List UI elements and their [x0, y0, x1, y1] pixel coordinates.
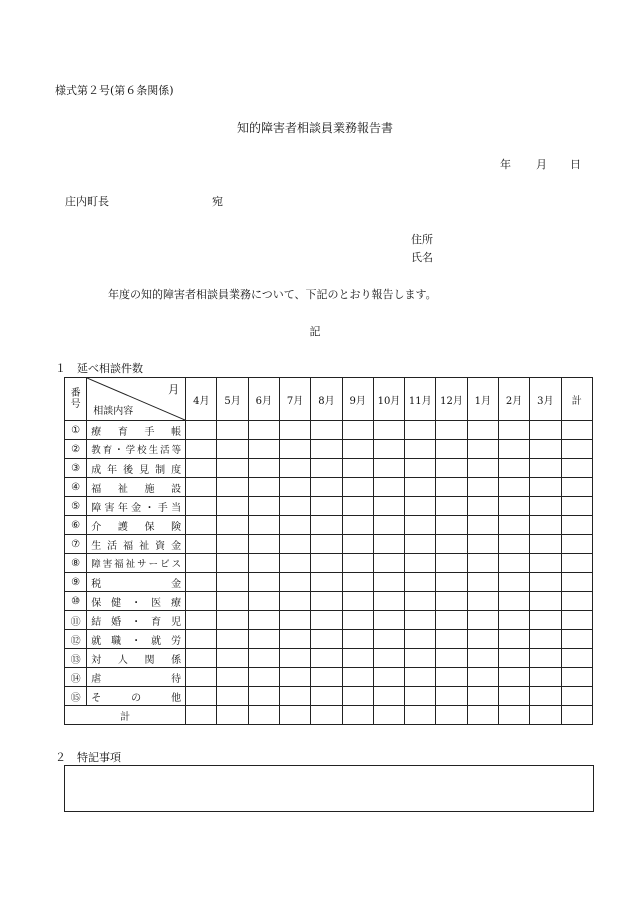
count-cell[interactable]	[311, 497, 342, 516]
total-cell[interactable]	[217, 706, 248, 725]
count-cell[interactable]	[186, 421, 217, 440]
count-cell[interactable]	[405, 668, 436, 687]
row-number: ⑥	[65, 516, 87, 535]
count-cell[interactable]	[217, 421, 248, 440]
total-cell[interactable]	[405, 706, 436, 725]
count-cell[interactable]	[279, 497, 310, 516]
count-cell[interactable]	[217, 497, 248, 516]
count-cell[interactable]	[248, 497, 279, 516]
count-cell[interactable]	[186, 668, 217, 687]
count-cell[interactable]	[311, 459, 342, 478]
count-cell[interactable]	[186, 440, 217, 459]
total-cell[interactable]	[186, 706, 217, 725]
count-cell[interactable]	[436, 459, 467, 478]
count-cell[interactable]	[436, 668, 467, 687]
count-cell[interactable]	[342, 421, 373, 440]
count-cell[interactable]	[530, 440, 561, 459]
count-cell[interactable]	[342, 630, 373, 649]
count-cell[interactable]	[186, 630, 217, 649]
count-cell[interactable]	[311, 516, 342, 535]
table-row	[65, 459, 593, 478]
month-header: 3月	[530, 378, 561, 421]
count-cell[interactable]	[405, 611, 436, 630]
count-cell[interactable]	[467, 478, 498, 497]
count-cell[interactable]	[530, 630, 561, 649]
count-cell[interactable]	[467, 573, 498, 592]
count-cell[interactable]	[498, 630, 529, 649]
count-cell[interactable]	[467, 421, 498, 440]
count-cell[interactable]	[248, 611, 279, 630]
count-cell[interactable]	[467, 554, 498, 573]
count-cell[interactable]	[342, 668, 373, 687]
count-cell[interactable]	[498, 668, 529, 687]
month-header: 5月	[217, 378, 248, 421]
count-cell[interactable]	[373, 478, 404, 497]
count-cell[interactable]	[217, 478, 248, 497]
count-cell[interactable]	[498, 516, 529, 535]
row-number: ⑫	[65, 630, 87, 649]
count-cell[interactable]	[342, 649, 373, 668]
count-cell[interactable]	[405, 573, 436, 592]
count-cell[interactable]	[498, 440, 529, 459]
month-header: 6月	[248, 378, 279, 421]
count-cell[interactable]	[373, 535, 404, 554]
corner-cell	[87, 378, 186, 421]
count-cell[interactable]	[217, 535, 248, 554]
count-cell[interactable]	[405, 516, 436, 535]
count-cell[interactable]	[186, 516, 217, 535]
count-cell[interactable]	[217, 611, 248, 630]
count-cell[interactable]	[436, 440, 467, 459]
addressee: 庄内町長	[65, 195, 109, 208]
count-cell[interactable]	[530, 649, 561, 668]
count-cell[interactable]	[248, 440, 279, 459]
table-row	[65, 497, 593, 516]
count-cell[interactable]	[248, 592, 279, 611]
count-cell[interactable]	[467, 440, 498, 459]
form-number: 様式第２号(第６条関係)	[55, 84, 174, 97]
month-header: 11月	[405, 378, 436, 421]
count-cell[interactable]	[342, 592, 373, 611]
count-cell[interactable]	[248, 687, 279, 706]
row-label: 対人関係	[87, 649, 186, 668]
addressee-suffix: 宛	[212, 195, 223, 208]
count-cell[interactable]	[467, 516, 498, 535]
number-header-text: 番号	[70, 388, 81, 410]
count-cell[interactable]	[186, 573, 217, 592]
count-cell[interactable]	[405, 535, 436, 554]
count-cell[interactable]	[311, 592, 342, 611]
count-cell[interactable]	[405, 649, 436, 668]
count-cell[interactable]	[498, 611, 529, 630]
count-cell[interactable]	[436, 516, 467, 535]
count-cell[interactable]	[342, 611, 373, 630]
count-cell[interactable]	[436, 421, 467, 440]
count-cell[interactable]	[561, 668, 593, 687]
count-cell[interactable]	[279, 573, 310, 592]
count-cell[interactable]	[373, 421, 404, 440]
table-row	[65, 421, 593, 440]
count-cell[interactable]	[342, 687, 373, 706]
count-cell[interactable]	[248, 630, 279, 649]
month-header: 12月	[436, 378, 467, 421]
count-cell[interactable]	[373, 573, 404, 592]
ki-marker: 記	[309, 325, 321, 338]
count-cell[interactable]	[561, 478, 593, 497]
count-cell[interactable]	[311, 478, 342, 497]
count-cell[interactable]	[561, 630, 593, 649]
row-label: 結婚・育児	[87, 611, 186, 630]
count-cell[interactable]	[186, 611, 217, 630]
count-cell[interactable]	[530, 535, 561, 554]
row-number: ③	[65, 459, 87, 478]
count-cell[interactable]	[498, 592, 529, 611]
count-cell[interactable]	[186, 459, 217, 478]
row-label: 介護保険	[87, 516, 186, 535]
count-cell[interactable]	[467, 497, 498, 516]
count-cell[interactable]	[373, 497, 404, 516]
corner-content-label: 相談内容	[93, 406, 134, 417]
table-row	[65, 440, 593, 459]
count-cell[interactable]	[467, 630, 498, 649]
name-label: 氏名	[411, 251, 433, 264]
count-cell[interactable]	[498, 497, 529, 516]
row-label: 療育手帳	[87, 421, 186, 440]
count-cell[interactable]	[311, 649, 342, 668]
count-cell[interactable]	[279, 440, 310, 459]
month-header: 8月	[311, 378, 342, 421]
count-cell[interactable]	[561, 497, 593, 516]
table-row	[65, 573, 593, 592]
count-cell[interactable]	[436, 649, 467, 668]
count-cell[interactable]	[436, 497, 467, 516]
row-number: ②	[65, 440, 87, 459]
count-cell[interactable]	[405, 440, 436, 459]
date-month: 月	[536, 158, 547, 171]
row-number: ⑧	[65, 554, 87, 573]
count-cell[interactable]	[405, 478, 436, 497]
count-cell[interactable]	[561, 440, 593, 459]
table-row	[65, 649, 593, 668]
count-cell[interactable]	[311, 535, 342, 554]
count-cell[interactable]	[373, 554, 404, 573]
count-cell[interactable]	[311, 611, 342, 630]
count-cell[interactable]	[436, 535, 467, 554]
row-label: 税金	[87, 573, 186, 592]
count-cell[interactable]	[279, 535, 310, 554]
section1-heading: １ 延べ相談件数	[55, 362, 143, 375]
row-number: ⑩	[65, 592, 87, 611]
table-row	[65, 535, 593, 554]
count-cell[interactable]	[311, 687, 342, 706]
count-cell[interactable]	[279, 630, 310, 649]
count-cell[interactable]	[373, 611, 404, 630]
count-cell[interactable]	[279, 459, 310, 478]
count-cell[interactable]	[279, 592, 310, 611]
count-cell[interactable]	[498, 554, 529, 573]
row-label: 教育・学校生活等	[87, 440, 186, 459]
count-cell[interactable]	[498, 573, 529, 592]
count-cell[interactable]	[498, 478, 529, 497]
count-cell[interactable]	[186, 554, 217, 573]
count-cell[interactable]	[498, 421, 529, 440]
count-cell[interactable]	[217, 459, 248, 478]
month-header: 9月	[342, 378, 373, 421]
count-cell[interactable]	[530, 497, 561, 516]
row-number: ①	[65, 421, 87, 440]
number-header	[65, 378, 87, 421]
row-number: ⑪	[65, 611, 87, 630]
count-cell[interactable]	[467, 459, 498, 478]
table-row	[65, 478, 593, 497]
count-cell[interactable]	[530, 573, 561, 592]
section2-heading: ２ 特記事項	[55, 751, 121, 764]
total-cell[interactable]	[467, 706, 498, 725]
count-cell[interactable]	[217, 649, 248, 668]
row-number: ⑤	[65, 497, 87, 516]
count-cell[interactable]	[217, 573, 248, 592]
count-cell[interactable]	[561, 535, 593, 554]
count-cell[interactable]	[248, 516, 279, 535]
count-cell[interactable]	[373, 649, 404, 668]
count-cell[interactable]	[186, 478, 217, 497]
count-cell[interactable]	[561, 592, 593, 611]
count-cell[interactable]	[561, 573, 593, 592]
total-cell[interactable]	[248, 706, 279, 725]
count-cell[interactable]	[217, 554, 248, 573]
count-cell[interactable]	[279, 554, 310, 573]
count-cell[interactable]	[436, 478, 467, 497]
total-cell[interactable]	[530, 706, 561, 725]
count-cell[interactable]	[217, 440, 248, 459]
count-cell[interactable]	[373, 516, 404, 535]
count-cell[interactable]	[530, 687, 561, 706]
count-cell[interactable]	[342, 535, 373, 554]
count-cell[interactable]	[561, 421, 593, 440]
count-cell[interactable]	[373, 687, 404, 706]
count-cell[interactable]	[342, 440, 373, 459]
body-text: 年度の知的障害者相談員業務について、下記のとおり報告します。	[108, 288, 437, 301]
count-cell[interactable]	[373, 440, 404, 459]
count-cell[interactable]	[279, 516, 310, 535]
count-cell[interactable]	[561, 516, 593, 535]
count-cell[interactable]	[561, 459, 593, 478]
month-header: 10月	[373, 378, 404, 421]
corner-month-label: 月	[168, 383, 180, 396]
count-cell[interactable]	[467, 649, 498, 668]
count-cell[interactable]	[248, 459, 279, 478]
count-cell[interactable]	[530, 421, 561, 440]
consultation-count-table	[64, 377, 593, 725]
count-cell[interactable]	[311, 440, 342, 459]
table-row	[65, 687, 593, 706]
count-cell[interactable]	[530, 459, 561, 478]
count-cell[interactable]	[405, 459, 436, 478]
count-cell[interactable]	[342, 459, 373, 478]
table-row	[65, 611, 593, 630]
count-cell[interactable]	[279, 649, 310, 668]
count-cell[interactable]	[279, 687, 310, 706]
count-cell[interactable]	[217, 630, 248, 649]
count-cell[interactable]	[498, 649, 529, 668]
count-cell[interactable]	[530, 592, 561, 611]
count-cell[interactable]	[467, 592, 498, 611]
row-label: 成年後見制度	[87, 459, 186, 478]
row-label: 生活福祉資金	[87, 535, 186, 554]
count-cell[interactable]	[436, 611, 467, 630]
count-cell[interactable]	[342, 478, 373, 497]
table-row	[65, 592, 593, 611]
count-cell[interactable]	[436, 554, 467, 573]
count-cell[interactable]	[248, 535, 279, 554]
count-cell[interactable]	[248, 478, 279, 497]
total-cell[interactable]	[436, 706, 467, 725]
count-cell[interactable]	[186, 535, 217, 554]
count-cell[interactable]	[405, 421, 436, 440]
count-cell[interactable]	[530, 668, 561, 687]
count-cell[interactable]	[373, 459, 404, 478]
row-number: ⑦	[65, 535, 87, 554]
row-number: ⑮	[65, 687, 87, 706]
document-title: 知的障害者相談員業務報告書	[236, 121, 393, 135]
month-header: 1月	[467, 378, 498, 421]
row-number: ⑨	[65, 573, 87, 592]
count-cell[interactable]	[467, 668, 498, 687]
count-cell[interactable]	[530, 516, 561, 535]
count-cell[interactable]	[342, 554, 373, 573]
count-cell[interactable]	[186, 687, 217, 706]
row-number: ④	[65, 478, 87, 497]
count-cell[interactable]	[217, 668, 248, 687]
date-year: 年	[500, 158, 511, 171]
count-cell[interactable]	[186, 497, 217, 516]
count-cell[interactable]	[498, 459, 529, 478]
date-line	[500, 156, 581, 172]
count-cell[interactable]	[436, 573, 467, 592]
count-cell[interactable]	[373, 668, 404, 687]
count-cell[interactable]	[405, 554, 436, 573]
month-header: 2月	[498, 378, 529, 421]
month-header: 7月	[279, 378, 310, 421]
count-cell[interactable]	[405, 687, 436, 706]
row-label: 虐待	[87, 668, 186, 687]
table-row	[65, 668, 593, 687]
row-label: その他	[87, 687, 186, 706]
count-cell[interactable]	[561, 649, 593, 668]
count-cell[interactable]	[467, 535, 498, 554]
row-number: ⑭	[65, 668, 87, 687]
count-cell[interactable]	[248, 554, 279, 573]
count-cell[interactable]	[342, 516, 373, 535]
count-cell[interactable]	[373, 592, 404, 611]
count-cell[interactable]	[342, 497, 373, 516]
month-header: 4月	[186, 378, 217, 421]
address-label: 住所	[411, 233, 433, 246]
month-header: 計	[561, 378, 593, 421]
count-cell[interactable]	[186, 649, 217, 668]
count-cell[interactable]	[342, 573, 373, 592]
count-cell[interactable]	[498, 535, 529, 554]
table-row	[65, 630, 593, 649]
count-cell[interactable]	[561, 687, 593, 706]
count-cell[interactable]	[436, 592, 467, 611]
total-cell[interactable]	[311, 706, 342, 725]
count-cell[interactable]	[530, 611, 561, 630]
count-cell[interactable]	[311, 573, 342, 592]
count-cell[interactable]	[467, 611, 498, 630]
total-cell[interactable]	[279, 706, 310, 725]
total-cell[interactable]	[373, 706, 404, 725]
row-label: 保健・医療	[87, 592, 186, 611]
count-cell[interactable]	[561, 611, 593, 630]
row-label: 福祉施設	[87, 478, 186, 497]
count-cell[interactable]	[561, 554, 593, 573]
count-cell[interactable]	[248, 421, 279, 440]
table-row	[65, 554, 593, 573]
count-cell[interactable]	[279, 478, 310, 497]
count-cell[interactable]	[311, 421, 342, 440]
count-cell[interactable]	[405, 630, 436, 649]
count-cell[interactable]	[405, 592, 436, 611]
total-row	[65, 706, 593, 725]
count-cell[interactable]	[217, 592, 248, 611]
table-row	[65, 516, 593, 535]
count-cell[interactable]	[498, 687, 529, 706]
count-cell[interactable]	[217, 516, 248, 535]
count-cell[interactable]	[279, 668, 310, 687]
count-cell[interactable]	[248, 573, 279, 592]
total-cell[interactable]	[498, 706, 529, 725]
row-label: 就職・就労	[87, 630, 186, 649]
total-label: 計	[65, 706, 186, 725]
count-cell[interactable]	[373, 630, 404, 649]
count-cell[interactable]	[248, 649, 279, 668]
count-cell[interactable]	[311, 554, 342, 573]
count-cell[interactable]	[279, 611, 310, 630]
count-cell[interactable]	[248, 668, 279, 687]
count-cell[interactable]	[186, 592, 217, 611]
row-number: ⑬	[65, 649, 87, 668]
total-cell[interactable]	[342, 706, 373, 725]
date-day: 日	[570, 158, 581, 171]
count-cell[interactable]	[311, 630, 342, 649]
special-notes-box[interactable]	[64, 765, 594, 812]
row-label: 障害年金・手当	[87, 497, 186, 516]
count-cell[interactable]	[467, 687, 498, 706]
total-cell[interactable]	[561, 706, 593, 725]
count-cell[interactable]	[530, 478, 561, 497]
count-cell[interactable]	[530, 554, 561, 573]
count-cell[interactable]	[279, 421, 310, 440]
count-cell[interactable]	[436, 630, 467, 649]
count-cell[interactable]	[436, 687, 467, 706]
count-cell[interactable]	[405, 497, 436, 516]
count-cell[interactable]	[311, 668, 342, 687]
row-label: 障害福祉サービス	[87, 554, 186, 573]
count-cell[interactable]	[217, 687, 248, 706]
